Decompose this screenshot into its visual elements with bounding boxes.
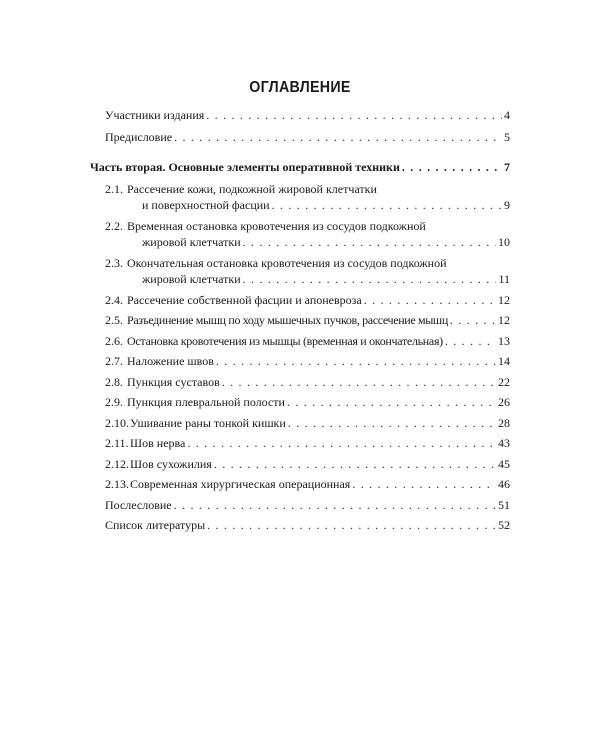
dot-leader [445,333,496,350]
toc-entry-page: 11 [498,272,510,286]
toc-entry-page: 22 [498,374,510,389]
section-number: 2.2. [105,218,123,233]
toc-entry-page: 28 [498,415,510,430]
toc-entry-title-continued: жировой клетчатки [142,235,241,249]
dot-leader [272,197,502,214]
toc-entry-title: Пункция суставов [127,374,220,389]
dot-leader [214,456,496,473]
toc-entry-title: Рассечение собственной фасции и апоневроза [127,292,362,307]
section-number: 2.10. [105,415,129,430]
toc-entry-title: Послесловие [105,497,172,512]
toc-section-2-6[interactable] [90,333,510,350]
section-number: 2.12. [105,456,129,471]
toc-entry-title: Временная остановка кровотечения из сосудов подкожной [127,218,426,233]
page-title: ОГЛАВЛЕНИЕ [249,79,351,96]
toc-entry-page: 13 [498,333,510,348]
toc-entry-title: Шов нерва [130,436,186,450]
toc-entry-title: Пункция плевральной полости [127,395,285,409]
toc-section-2-1[interactable] [90,181,510,214]
dot-leader [216,353,496,370]
toc-entry-title-continued: жировой клетчатки [142,272,241,286]
toc-entry-page: 5 [504,129,510,144]
toc-entry-participants[interactable] [90,107,510,124]
toc-entry-title: Рассечение кожи, подкожной жировой клетчатки [127,181,377,196]
toc-entry-title-continued: и поверхностной фасции [142,198,270,212]
toc-section-2-2[interactable] [90,218,510,251]
toc-entry-page: 45 [498,456,510,471]
dot-leader [174,497,496,514]
toc-section-2-11[interactable] [90,435,510,452]
toc-section-2-9[interactable] [90,394,510,411]
toc-section-2-3[interactable] [90,255,510,288]
toc-section-2-8[interactable] [90,374,510,391]
toc-section-2-10[interactable] [90,415,510,432]
toc-entry-page: 10 [498,235,510,249]
dot-leader [288,415,496,432]
toc-entry-page: 12 [498,292,510,307]
toc-entry-title: Ушивание раны тонкой кишки [130,415,286,430]
toc-entry-title: Предисловие [105,129,173,144]
dot-leader [174,129,502,146]
toc-entry-title: Окончательная остановка кровотечения из сосудов подкожной [127,255,447,270]
toc-entry-title: Список литературы [105,518,206,532]
section-number: 2.6. [105,333,123,348]
section-number: 2.4. [105,292,123,307]
section-number: 2.3. [105,255,123,270]
section-number: 2.1. [105,181,123,196]
toc-entry-page: 51 [498,497,510,512]
toc-section-2-4[interactable] [90,292,510,309]
dot-leader [352,476,496,493]
toc-entry-page: 12 [498,313,510,327]
dot-leader [207,517,496,534]
toc-entry-afterword[interactable] [90,497,510,514]
toc-entry-page: 52 [498,518,510,532]
section-number: 2.7. [105,354,123,368]
section-number: 2.5. [105,313,123,327]
toc-entry-page: 43 [498,436,510,450]
toc-entry-title: Шов сухожилия [130,456,212,471]
toc-part-heading[interactable] [90,159,510,176]
toc-entry-title: Участники издания [105,108,205,122]
toc-entry-title: Наложение швов [127,354,214,368]
section-number: 2.11. [105,436,129,450]
toc-entry-page: 14 [498,354,510,368]
toc-section-2-13[interactable] [90,476,510,493]
dot-leader [222,374,496,391]
section-number: 2.8. [105,374,123,389]
dot-leader [206,107,502,124]
toc-entry-page: 46 [498,477,510,491]
toc-entry-page: 9 [504,198,510,212]
dot-leader [402,159,502,176]
toc-section-2-12[interactable] [90,456,510,473]
dot-leader [187,435,496,452]
dot-leader [243,234,496,251]
dot-leader [450,312,496,329]
dot-leader [364,292,496,309]
dot-leader [287,394,496,411]
toc-entry-title: Разъединение мышц по ходу мышечных пучков, рассечение мышц [127,313,448,327]
toc-section-2-5[interactable] [90,312,510,329]
toc-entry-page: 7 [504,160,510,174]
toc-section-2-7[interactable] [90,353,510,370]
toc-entry-preface[interactable] [90,129,510,146]
dot-leader [243,271,497,288]
toc-entry-references[interactable] [90,517,510,534]
table-of-contents [90,107,510,534]
section-number: 2.9. [105,395,123,409]
toc-entry-page: 26 [498,395,510,409]
section-number: 2.13. [105,477,129,491]
toc-entry-title: Современная хирургическая операционная [130,477,351,491]
toc-entry-title: Часть вторая. Основные элементы оперативной техники [90,160,400,174]
toc-entry-page: 4 [504,108,510,122]
toc-entry-title: Остановка кровотечения из мышцы (временная и окончательная) [127,333,443,348]
